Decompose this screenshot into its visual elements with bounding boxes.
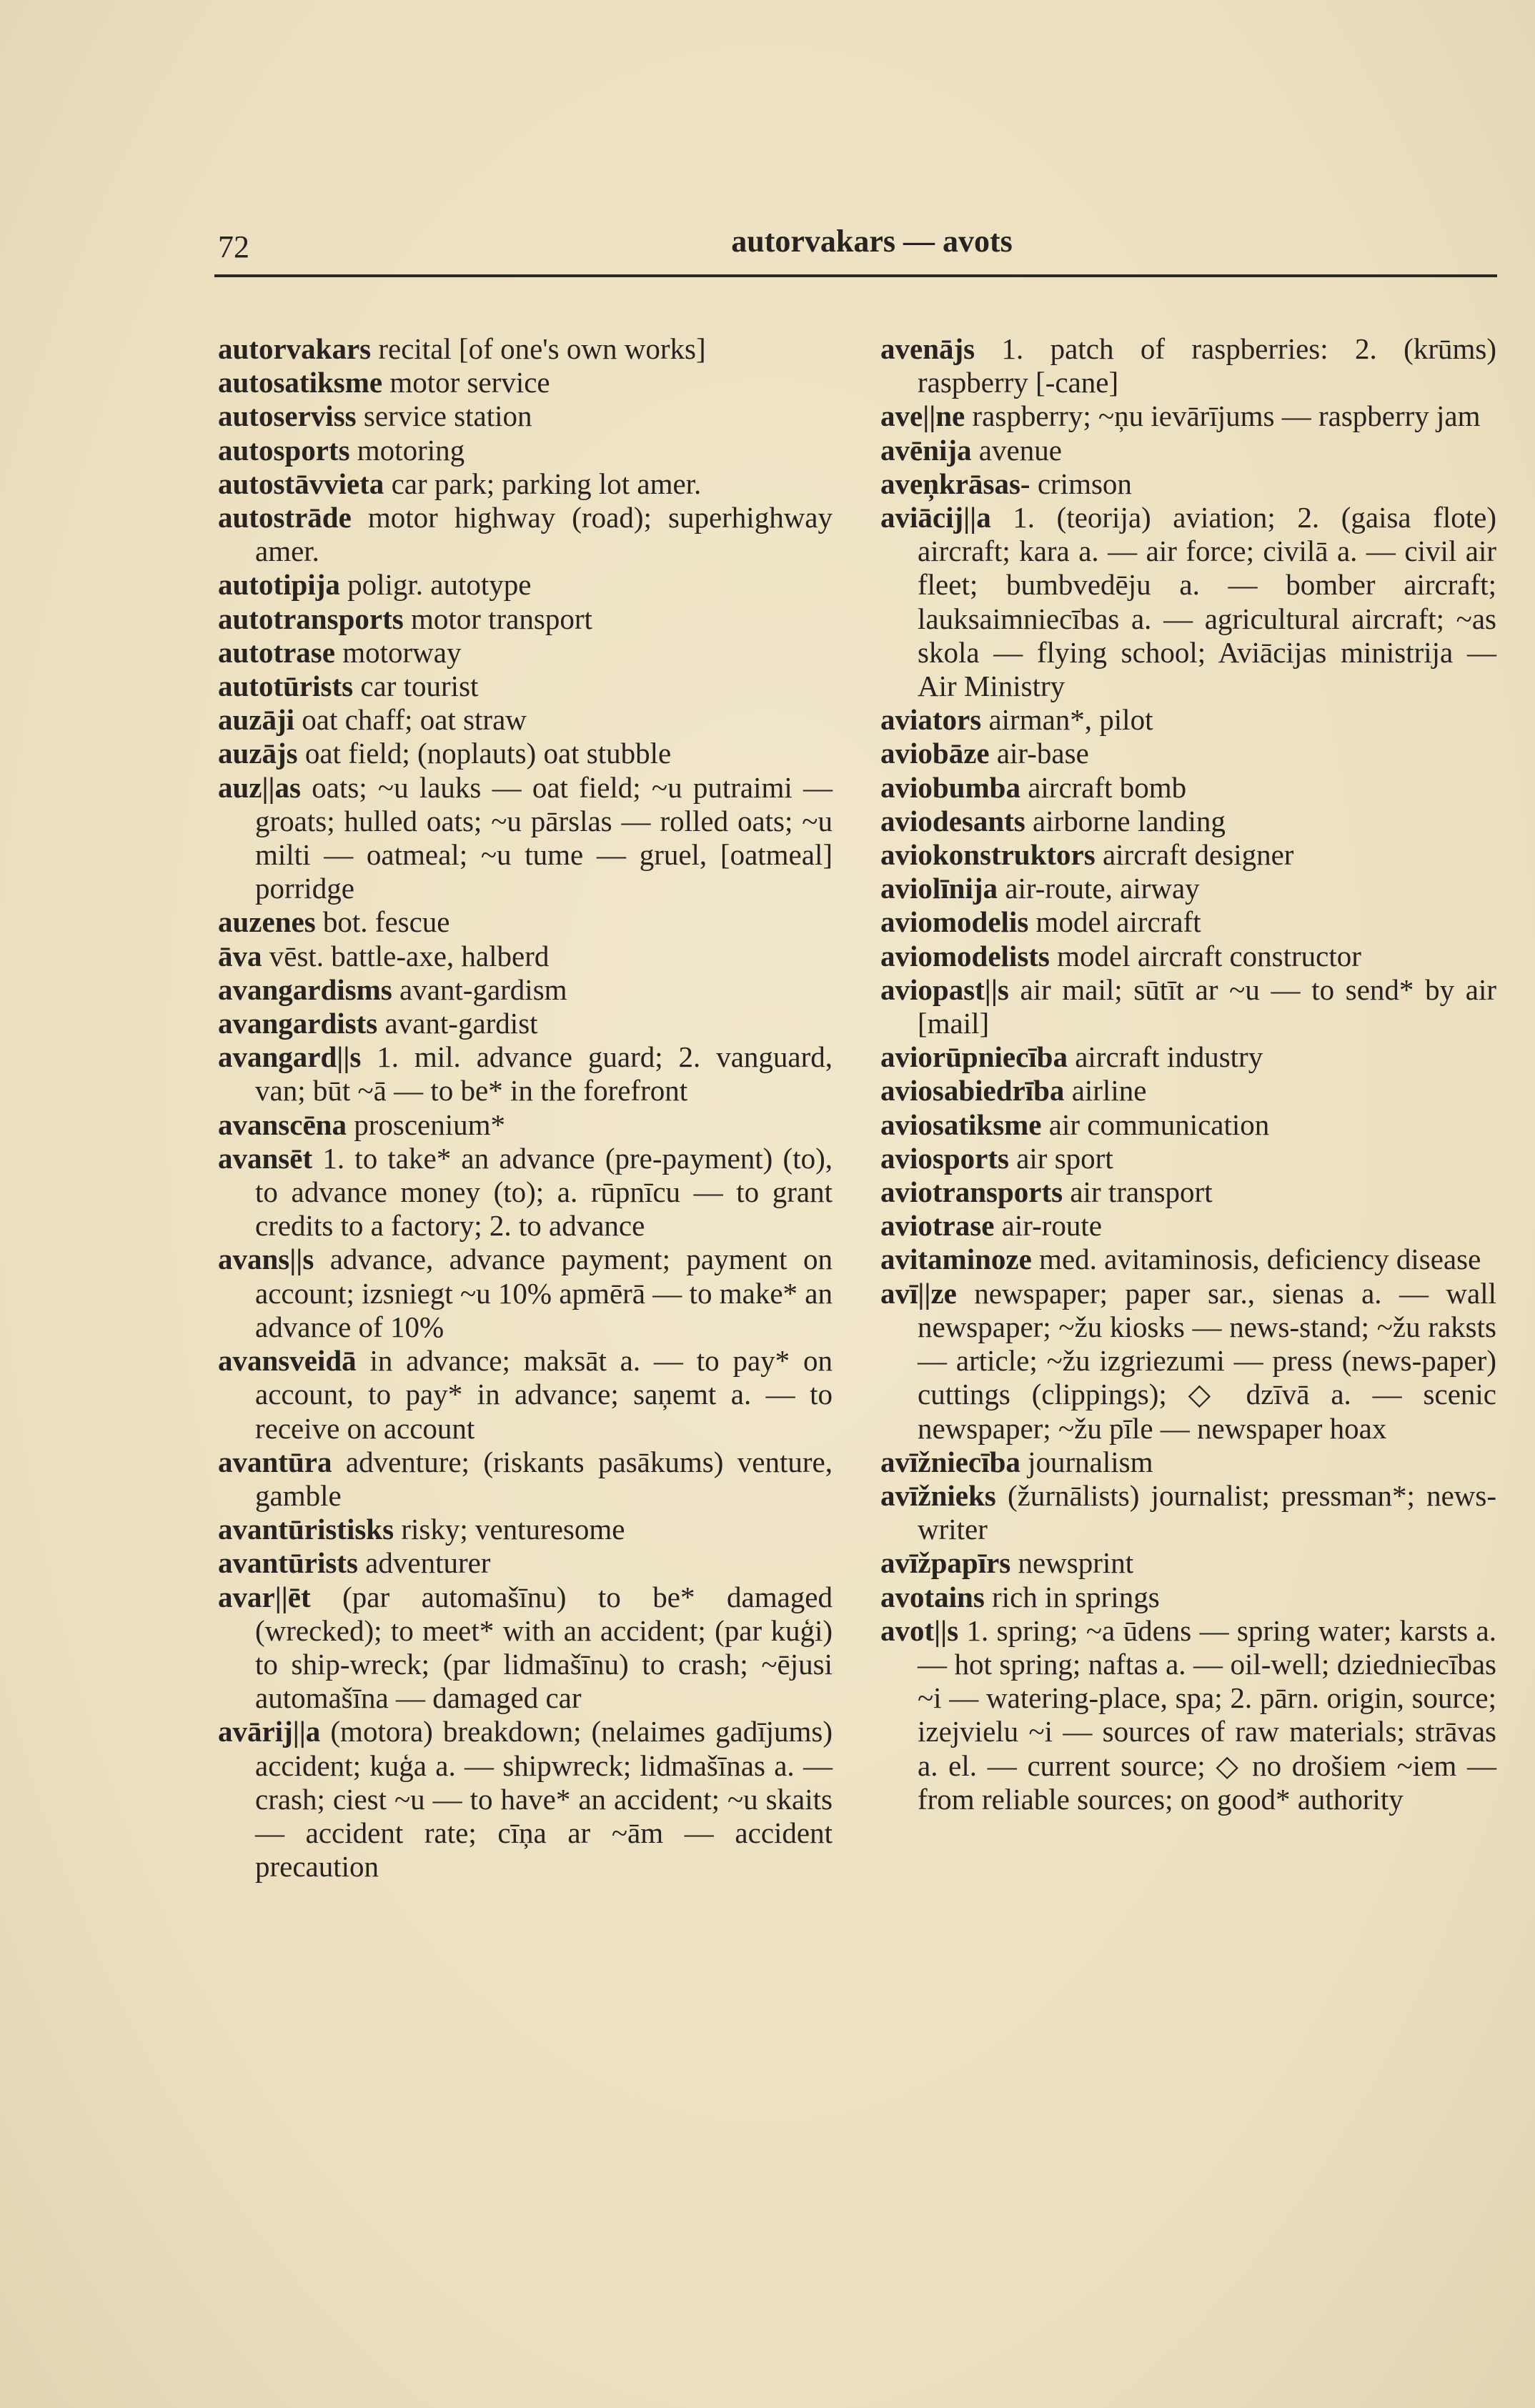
entry-headword: aviosatiksme [880,1108,1042,1141]
entry-definition: motor service [382,366,550,399]
entry-definition: avant-gardist [377,1007,538,1040]
dictionary-entry [880,940,1496,973]
entry-headword: ave||ne [880,399,965,433]
dictionary-entry [218,399,833,433]
dictionary-entry [880,1142,1496,1175]
entry-headword: avot||s [880,1613,959,1647]
entry-definition: air communication [1041,1108,1270,1141]
entry-headword: aviācij||a [880,501,991,534]
entry-headword: avantūrists [218,1546,358,1580]
dictionary-entry [880,1614,1496,1816]
dictionary-entry [218,940,833,973]
entry-headword: auzenes [218,905,316,939]
entry-headword: avanscēna [218,1108,347,1141]
entry-headword: avangardisms [218,972,392,1006]
entry-headword: autoserviss [218,399,357,433]
entry-headword: aviosports [880,1141,1009,1175]
entry-definition: newsprint [1010,1546,1134,1580]
entry-headword: autotrase [218,635,335,669]
entry-definition: aircraft designer [1095,838,1294,872]
entry-headword: avangard||s [218,1040,362,1074]
dictionary-entry [880,1546,1496,1580]
entry-definition: (motora) breakdown; (nelaimes gadījums) accident; kuģa a. — shipwreck; lidmašīnas a. — crash; ciest ~u — to have* an accident; ~u skaits — accident rate; cīņa ar ~ām — accident precaution [255,1715,833,1884]
entry-headword: avans||s [218,1243,314,1276]
entry-headword: aviomodelists [880,939,1050,972]
entry-headword: autostrāde [218,501,352,534]
entry-definition: vēst. battle-axe, halberd [262,939,550,972]
entry-definition: motorway [334,635,462,669]
running-head: autorvakars — avots [731,224,1013,259]
dictionary-entry [218,1546,833,1580]
entry-headword: aviobāze [880,737,990,770]
dictionary-entry [880,805,1496,838]
entry-headword: aviosabiedrība [880,1074,1065,1108]
entry-headword: avēnija [880,433,972,467]
dictionary-entry [880,838,1496,872]
dictionary-entry [880,467,1496,501]
entry-definition: car park; parking lot amer. [384,467,702,500]
dictionary-entry [218,670,833,703]
entry-headword: aviators [880,703,982,737]
header-rule [214,274,1497,277]
dictionary-entry [218,602,833,636]
dictionary-entry [218,1715,833,1884]
dictionary-entry [880,399,1496,433]
dictionary-entry [218,1513,833,1546]
entry-headword: avārij||a [218,1715,321,1748]
entry-definition: avenue [971,433,1062,467]
entry-headword: aviolīnija [880,872,998,905]
dictionary-entry [880,973,1496,1040]
dictionary-entry [218,973,833,1007]
entry-headword: avotains [880,1580,985,1613]
entry-definition: aircraft bomb [1020,770,1187,804]
entry-definition: adventurer [357,1546,491,1580]
entry-headword: auzājs [218,737,298,770]
page-number: 72 [218,229,249,264]
entry-headword: avansveidā [218,1344,357,1378]
entry-headword: avangardists [218,1007,378,1040]
dictionary-entry [880,1175,1496,1209]
dictionary-entry [880,1243,1496,1276]
dictionary-entry [218,1142,833,1243]
right-column [880,332,1496,1816]
entry-headword: avī||ze [880,1276,957,1310]
entry-headword: aviotransports [880,1175,1063,1209]
entry-headword: avantūristisks [218,1513,394,1546]
entry-definition: crimson [1030,467,1132,500]
dictionary-entry [880,501,1496,703]
dictionary-entry [218,568,833,602]
dictionary-entry [218,1108,833,1142]
entry-definition: air-base [989,737,1089,770]
entry-definition: oats; ~u lauks — oat field; ~u putraimi — groats; hulled oats; ~u pārslas — rolled oats; ~u milti — oatmeal; ~u tume — gruel, [oatmeal] porridge [255,770,833,905]
entry-definition: advance, advance payment; payment on account; izsniegt ~u 10% apmērā — to make* an advance of 10% [255,1243,833,1343]
entry-definition: 1. patch of raspberries: 2. (krūms) raspberry [-cane] [918,332,1496,399]
entry-definition: avant-gardism [392,972,567,1006]
entry-definition: 1. to take* an advance (pre-payment) (to), to advance money (to); a. rūpnīcu — to grant credits to a factory; 2. to advance [255,1141,833,1243]
entry-definition: bot. fescue [315,905,450,939]
entry-definition: risky; venturesome [394,1513,625,1546]
entry-headword: autotipija [218,568,340,602]
dictionary-entry [218,636,833,670]
entry-definition: air-route [994,1209,1102,1243]
entry-definition: motor transport [403,602,592,635]
entry-definition: oat field; (noplauts) oat stubble [297,737,672,770]
entry-definition: airborne landing [1025,804,1226,837]
dictionary-entry [218,366,833,399]
entry-definition: model aircraft [1028,905,1201,939]
entry-definition: recital [of one's own works] [371,332,706,365]
entry-definition: (žurnālists) journalist; pressman*; news-writer [918,1478,1496,1546]
entry-headword: aveņkrāsas- [880,467,1030,500]
entry-headword: aviorūpniecība [880,1040,1068,1074]
entry-definition: motor highway (road); superhighway amer. [255,501,833,568]
entry-definition: model aircraft constructor [1049,939,1361,972]
dictionary-entry [218,332,833,366]
dictionary-entry [218,905,833,939]
dictionary-entry [880,1074,1496,1108]
dictionary-entry [218,703,833,737]
left-column [218,332,833,1884]
dictionary-entry [880,1581,1496,1614]
dictionary-entry [218,737,833,770]
entry-headword: avīžnieks [880,1478,996,1512]
entry-definition: air-route, airway [998,872,1200,905]
dictionary-entry [218,501,833,568]
dictionary-entry [218,1446,833,1513]
entry-definition: air transport [1063,1175,1213,1209]
dictionary-entry [218,467,833,501]
entry-definition: (par automašīnu) to be* damaged (wrecked); to meet* with an accident; (par kuģi) to ship-wreck; (par lidmašīnu) to crash; ~ējusi automašīna — damaged car [255,1580,833,1715]
dictionary-entry [880,1277,1496,1446]
dictionary-entry [218,434,833,467]
dictionary-entry [880,1479,1496,1546]
dictionary-entry [880,1446,1496,1479]
entry-headword: autotūrists [218,670,354,703]
entry-headword: aviobumba [880,770,1020,804]
page-header [218,223,1497,273]
entry-definition: rich in springs [984,1580,1160,1613]
dictionary-entry [218,1007,833,1040]
dictionary-entry [880,1040,1496,1074]
entry-headword: auz||as [218,770,302,804]
dictionary-entry [880,434,1496,467]
dictionary-entry [218,1581,833,1716]
entry-definition: car tourist [353,670,479,703]
entry-headword: avīžniecība [880,1445,1020,1478]
dictionary-entry [880,737,1496,770]
entry-definition: raspberry; ~ņu ievārījums — raspberry jam [965,399,1481,433]
entry-definition: adventure; (riskants pasākums) venture, gamble [255,1445,833,1512]
entry-definition: proscenium* [346,1108,506,1141]
entry-headword: avansēt [218,1141,313,1175]
entry-definition: service station [356,399,532,433]
dictionary-entry [218,771,833,906]
entry-definition: poligr. autotype [339,568,532,602]
entry-headword: autorvakars [218,332,372,365]
entry-headword: avīžpapīrs [880,1546,1011,1580]
entry-headword: avar||ēt [218,1580,311,1613]
entry-headword: aviodesants [880,804,1025,837]
entry-headword: avantūra [218,1445,332,1478]
entry-definition: 1. mil. advance guard; 2. vanguard, van; būt ~ā — to be* in the forefront [255,1040,833,1108]
entry-headword: aviotrase [880,1209,995,1243]
entry-definition: air sport [1008,1141,1113,1175]
entry-definition: med. avitaminosis, deficiency disease [1031,1243,1481,1276]
entry-definition: journalism [1020,1445,1153,1478]
entry-headword: aviopast||s [880,972,1009,1006]
entry-definition: aircraft industry [1067,1040,1263,1074]
entry-headword: autotransports [218,602,404,635]
entry-headword: avitaminoze [880,1243,1032,1276]
entry-headword: aviokonstruktors [880,838,1096,872]
entry-definition: motoring [349,433,465,467]
entry-definition: air mail; sūtīt ar ~u — to send* by air [mail] [918,972,1496,1040]
entry-definition: 1. (teorija) aviation; 2. (gaisa flote) aircraft; kara a. — air force; civilā a. — civil air fleet; bumbvedēju a. — bomber aircraft; lauksaimniecības a. — agricultural aircraft; ~as skola — flying school; Aviācijas ministrija — Air Ministry [918,501,1496,703]
entry-headword: aviomodelis [880,905,1029,939]
entry-definition: in advance; maksāt a. — to pay* on account, to pay* in advance; saņemt a. — to receive on account [255,1344,833,1445]
dictionary-entry [880,1209,1496,1243]
dictionary-entry [880,703,1496,737]
dictionary-entry [880,771,1496,805]
dictionary-entry [218,1040,833,1108]
dictionary-entry [880,872,1496,905]
entry-headword: auzāji [218,703,295,737]
entry-headword: autosports [218,433,350,467]
entry-definition: oat chaff; oat straw [294,703,527,737]
entry-definition: airman*, pilot [981,703,1153,737]
dictionary-entry [218,1344,833,1446]
entry-headword: avenājs [880,332,975,365]
entry-definition: newspaper; paper sar., sienas a. — wall newspaper; ~žu kiosks — news-stand; ~žu raksts — article; ~žu izgriezumi — press (news-paper) cuttings (clippings); ◇ dzīvā a. — scenic newspaper; ~žu pīle — newspaper hoax [918,1276,1496,1445]
entry-headword: autosatiksme [218,366,383,399]
dictionary-entry [880,332,1496,399]
dictionary-entry [880,905,1496,939]
entry-definition: airline [1064,1074,1147,1108]
entry-headword: āva [218,939,262,972]
entry-headword: autostāvvieta [218,467,384,500]
entry-definition: 1. spring; ~a ūdens — spring water; karsts a. — hot spring; naftas a. — oil-well; dziedniecības ~i — watering-place, spa; 2. pārn. origin, source; izejvielu ~i — sources of raw materials; strāvas a. el. — current source; ◇ no drošiem ~iem — from reliable sources; on good* authority [918,1613,1496,1816]
dictionary-entry [218,1243,833,1344]
dictionary-entry [880,1108,1496,1142]
